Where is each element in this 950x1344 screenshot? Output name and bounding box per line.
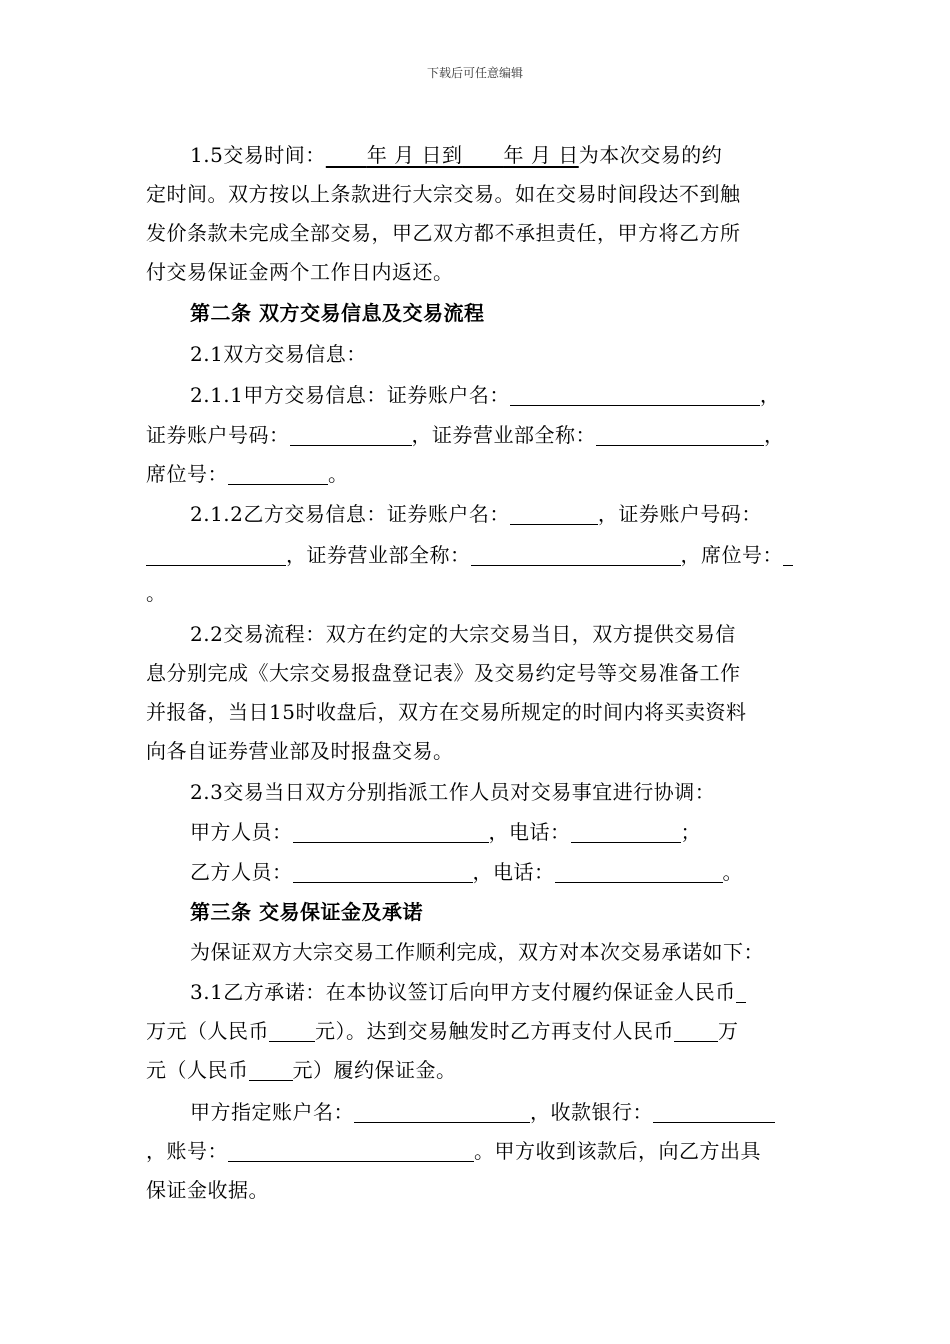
clause-2-1-1-line-2: 证券账户号码： ，证券营业部全称： ， <box>146 423 785 447</box>
party-a-staff-line: 甲方人员： ，电话： ； <box>190 820 701 844</box>
clause-3-1-line-3: 元（人民币 元）履约保证金。 <box>146 1058 457 1082</box>
clause-1-5-line-4: 付交易保证金两个工作日内返还。 <box>146 260 454 284</box>
account-line-1: 甲方指定账户名： ，收款银行： <box>190 1097 810 1127</box>
clause-1-5-line-3: 发价条款未完成全部交易，甲乙双方都不承担责任，甲方将乙方所 <box>146 221 741 245</box>
extra-deposit-blank[interactable] <box>674 1019 718 1042</box>
clause-2-2-line-2: 息分别完成《大宗交易报盘登记表》及交易约定号等交易准备工作 <box>146 661 741 685</box>
clause-3-1-line-2: 万元（人民币 元）。达到交易触发时乙方再支付人民币 万 <box>146 1019 739 1043</box>
clause-2-2-line-4: 向各自证券营业部及时报盘交易。 <box>146 739 454 763</box>
party-a-phone-blank[interactable] <box>571 820 681 843</box>
party-a-staff-blank[interactable] <box>293 820 489 843</box>
clause-2-1-1-line-3: 席位号： 。 <box>146 462 349 486</box>
clause-2-1-2-line-3: 。 <box>146 581 167 605</box>
account-line-2: ，账号： 。甲方收到该款后，向乙方出具 <box>146 1139 761 1163</box>
party-b-account-name-blank[interactable] <box>510 502 598 525</box>
party-a-account-number-blank[interactable] <box>290 423 412 446</box>
clause-1-5-line-2: 定时间。双方按以上条款进行大宗交易。如在交易时间段达不到触 <box>146 182 741 206</box>
clause-2-2-line-1: 2.2交易流程：双方在约定的大宗交易当日，双方提供交易信 <box>190 622 736 646</box>
clause-1-5-line-1: 1.5交易时间： 年 月 日到 年 月 日为本次交易的约 <box>190 143 723 167</box>
extra-deposit-rmb-blank[interactable] <box>249 1058 293 1081</box>
party-a-branch-blank[interactable] <box>596 423 764 446</box>
clause-2-1-2-line-1: 2.1.2乙方交易信息：证券账户名： ，证券账户号码： <box>190 502 762 526</box>
party-b-staff-blank[interactable] <box>293 860 473 883</box>
account-number-blank[interactable] <box>228 1139 474 1162</box>
receiving-bank-blank[interactable] <box>653 1100 775 1123</box>
clause-2-3: 2.3交易当日双方分别指派工作人员对交易事宜进行协调： <box>190 780 716 804</box>
page-header: 下载后可任意编辑 <box>426 66 523 80</box>
trade-date-start: 年 月 日到 <box>366 143 463 167</box>
trade-date-end: 年 月 日 <box>503 143 579 167</box>
party-a-seat-blank[interactable] <box>228 462 328 485</box>
party-b-branch-blank[interactable] <box>471 543 681 566</box>
deposit-amount-blank[interactable] <box>736 980 746 1003</box>
article-3-title: 第三条 交易保证金及承诺 <box>190 900 423 924</box>
party-b-seat-blank[interactable] <box>783 543 793 566</box>
clause-3-1-line-1: 3.1乙方承诺：在本协议签订后向甲方支付履约保证金人民币 <box>190 977 810 1007</box>
clause-2-1-2-line-2: ，证券营业部全称： ，席位号： <box>146 540 806 570</box>
clause-2-1-1-line-1: 2.1.1甲方交易信息：证券账户名： ， <box>190 383 781 407</box>
account-line-3: 保证金收据。 <box>146 1178 269 1202</box>
clause-2-2-line-3: 并报备，当日15时收盘后，双方在交易所规定的时间内将买卖资料 <box>146 700 747 724</box>
party-a-designated-account-blank[interactable] <box>354 1100 530 1123</box>
article-2-title: 第二条 双方交易信息及交易流程 <box>190 301 485 325</box>
article-3-intro: 为保证双方大宗交易工作顺利完成，双方对本次交易承诺如下： <box>190 940 764 964</box>
party-b-phone-blank[interactable] <box>555 860 723 883</box>
party-b-account-number-blank[interactable] <box>146 543 286 566</box>
deposit-rmb-blank[interactable] <box>269 1019 315 1042</box>
party-b-staff-line: 乙方人员： ，电话： 。 <box>190 860 743 884</box>
clause-2-1: 2.1双方交易信息： <box>190 342 367 366</box>
party-a-account-name-blank[interactable] <box>510 383 760 406</box>
